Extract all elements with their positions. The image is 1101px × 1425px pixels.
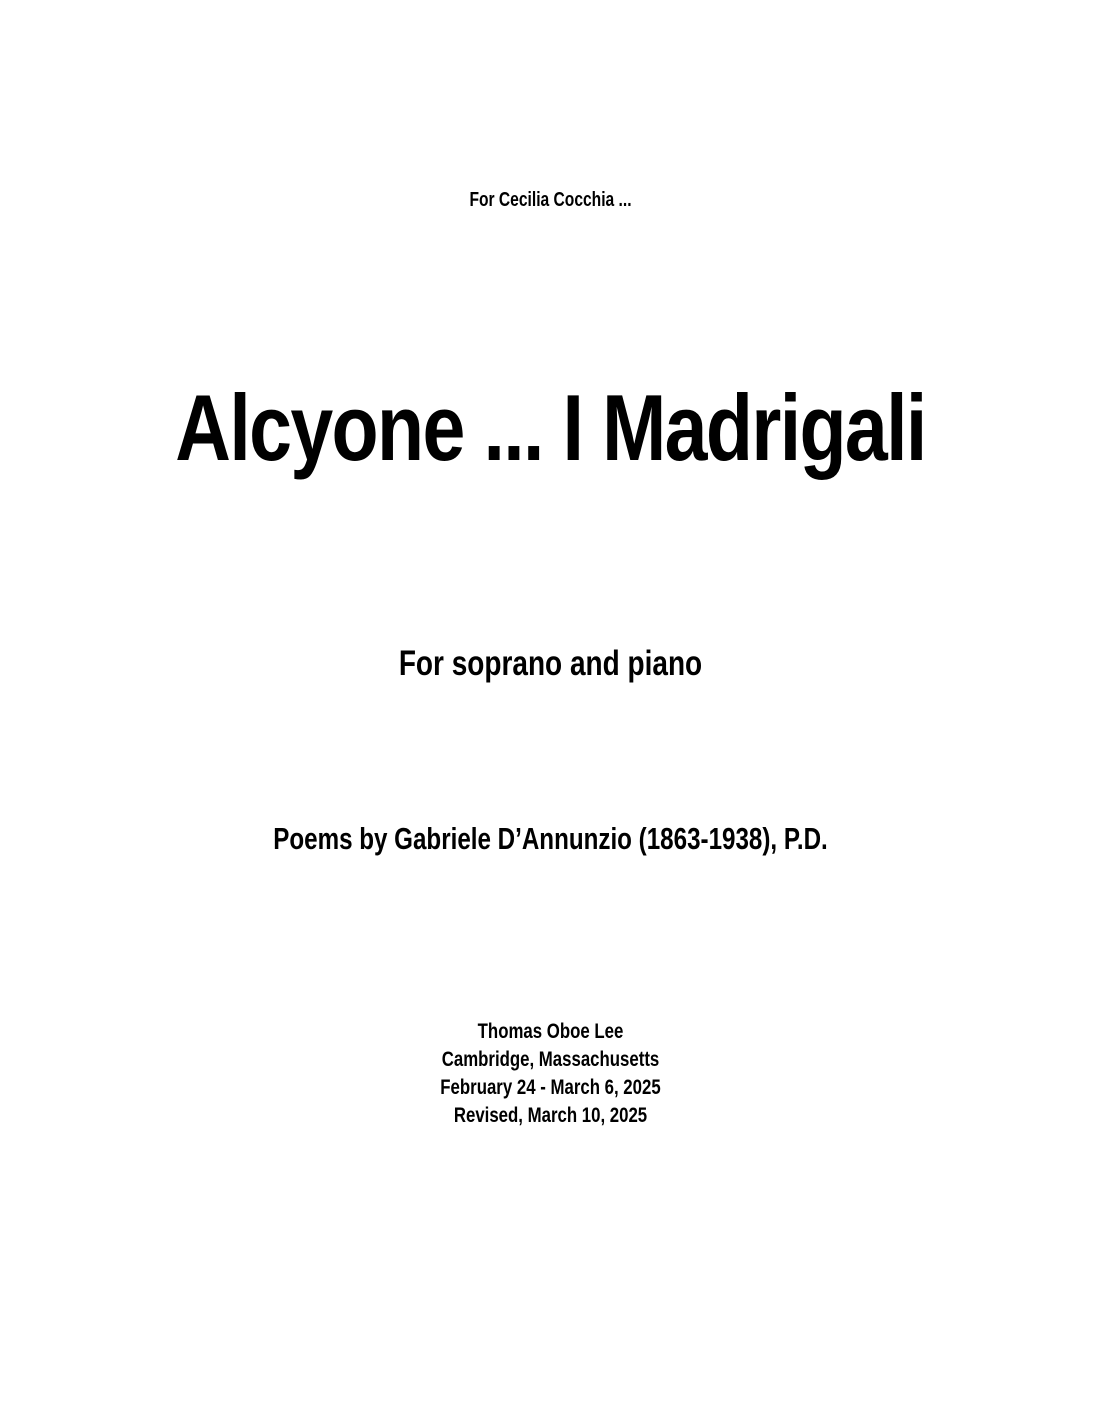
work-title: Alcyone ... I Madrigali	[175, 375, 926, 480]
instrumentation: For soprano and piano	[398, 644, 703, 683]
dedication: For Cecilia Cocchia ...	[469, 189, 632, 211]
composer-location: Cambridge, Massachusetts	[441, 1048, 660, 1071]
revision-date: Revised, March 10, 2025	[453, 1104, 648, 1127]
composition-dates: February 24 - March 6, 2025	[440, 1076, 661, 1099]
composer-credits	[0, 1018, 1101, 1130]
composer-name: Thomas Oboe Lee	[477, 1020, 624, 1043]
poet-credit: Poems by Gabriele D’Annunzio (1863-1938), P.D.	[273, 821, 828, 856]
